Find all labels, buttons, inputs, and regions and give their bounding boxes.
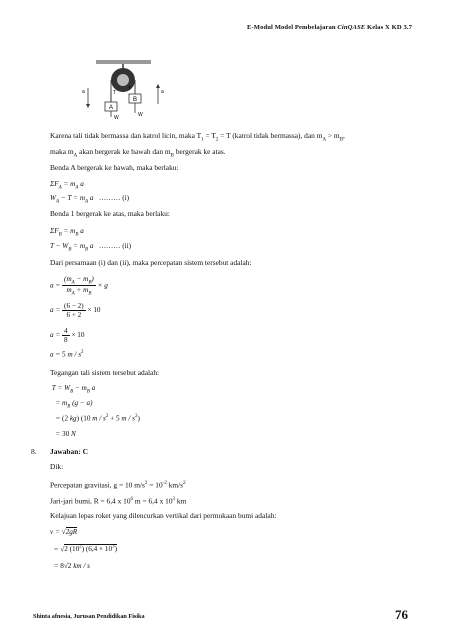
equation-sum-force-a: $\Sigma F_A = m_A$ a xyxy=(50,180,84,191)
block-b-label: B xyxy=(132,97,138,103)
given-gravity: Percepatan gravitasi, g = 10 $m/s^2 = 10^{-2}$ $km/s^2$ xyxy=(50,480,186,490)
equation-escape-substituted: = √2 $(10^2) (6,4 \times 10^3)$ xyxy=(50,545,117,554)
equation-label-ii: (ii) xyxy=(122,242,131,250)
equation-escape-result: = 8√2 km / s xyxy=(50,562,90,570)
equation-accel-result: a = 5 m / $s^2$ xyxy=(50,350,84,359)
accel-label-left: a xyxy=(82,89,85,95)
weight-label-a: W xyxy=(114,115,119,120)
block-a-label: A xyxy=(108,105,114,111)
question-escape-velocity: Kelajuan lepas roket yang dilencurkan vertikal dari permukaan bumi adalah: xyxy=(50,511,277,520)
ceiling-support xyxy=(96,60,151,64)
tension-label-left: T xyxy=(113,90,117,96)
page-number: 76 xyxy=(395,607,408,622)
header-model-name: CinQASE xyxy=(337,24,366,31)
paragraph-tension: Karena tali tidak bermassa dan katrol licin, maka $T_1 = T_2 = T$ (katrol tidak bermassa), dan $m_A > m_B$, xyxy=(50,131,345,143)
answer-label: Jawaban: C xyxy=(50,447,88,456)
header-class: Kelas X KD 3.7 xyxy=(365,24,412,31)
given-radius: Jari-jari bumi, R = 6,4 x $10^6$ m = 6,4 x $10^3$ km xyxy=(50,496,187,506)
equation-sum-force-b: $\Sigma F_B = m_B$ a xyxy=(50,227,84,238)
footer-author: Shinta afnesia, Jurusan Pendidikan Fisika xyxy=(33,613,145,620)
equation-dots-ii: ……… xyxy=(98,242,121,250)
paragraph-tension-system: Tegangan tali sistem tersebut adalah: xyxy=(50,368,160,377)
pulley-diagram xyxy=(78,60,173,120)
header-title: E-Modul Model Pembelajaran xyxy=(246,24,338,31)
equation-block-b: $T - W_B = m_B$ a ……… (ii) xyxy=(50,242,131,253)
paragraph-block-1: Benda 1 bergerak ke atas, maka berlaku: xyxy=(50,209,170,218)
equation-label-i: (i) xyxy=(122,194,130,202)
equation-accel-simplified: a = $\frac{4}{8}$ × 10 xyxy=(50,327,85,344)
equation-tension-factor: = $m_B$ (g − a) xyxy=(50,399,93,410)
tension-label-right: T xyxy=(128,86,132,92)
pulley-hub xyxy=(117,74,129,86)
equation-accel-substituted: a = $\frac{(6 - 2)}{6 + 2}$ × 10 xyxy=(50,302,101,319)
equation-tension-substituted: = (2 kg) (10 $m / s^2 + 5$ m / $s^2$) xyxy=(50,414,140,423)
equation-escape-general: v = √2gR xyxy=(50,528,78,536)
paragraph-acceleration: Dari persamaan (i) dan (ii), maka percepatan sistem tersebut adalah: xyxy=(50,258,252,267)
equation-tension-result: = 30 N xyxy=(50,430,76,438)
equation-block-a: $W_A - T = m_A$ a ……… (i) xyxy=(50,194,130,205)
page-header xyxy=(247,24,412,31)
equation-tension-general: $T = W_B - m_B$ a xyxy=(50,384,96,395)
equation-dots-i: ……… xyxy=(98,194,121,202)
weight-label-b: W xyxy=(138,112,143,118)
given-label: Dik: xyxy=(50,462,64,471)
paragraph-block-a: Benda A bergerak ke bawah, maka berlaku: xyxy=(50,163,179,172)
paragraph-motion: maka $m_A$ akan bergerak ke bawah dan $m_B$ bergerak ke atas. xyxy=(50,147,226,159)
question-number: 8. xyxy=(31,447,37,456)
accel-label-right: a xyxy=(161,89,164,95)
equation-accel-general: a = $\frac{(m_A - m_B)}{m_A + m_B}$ × g xyxy=(50,275,108,297)
